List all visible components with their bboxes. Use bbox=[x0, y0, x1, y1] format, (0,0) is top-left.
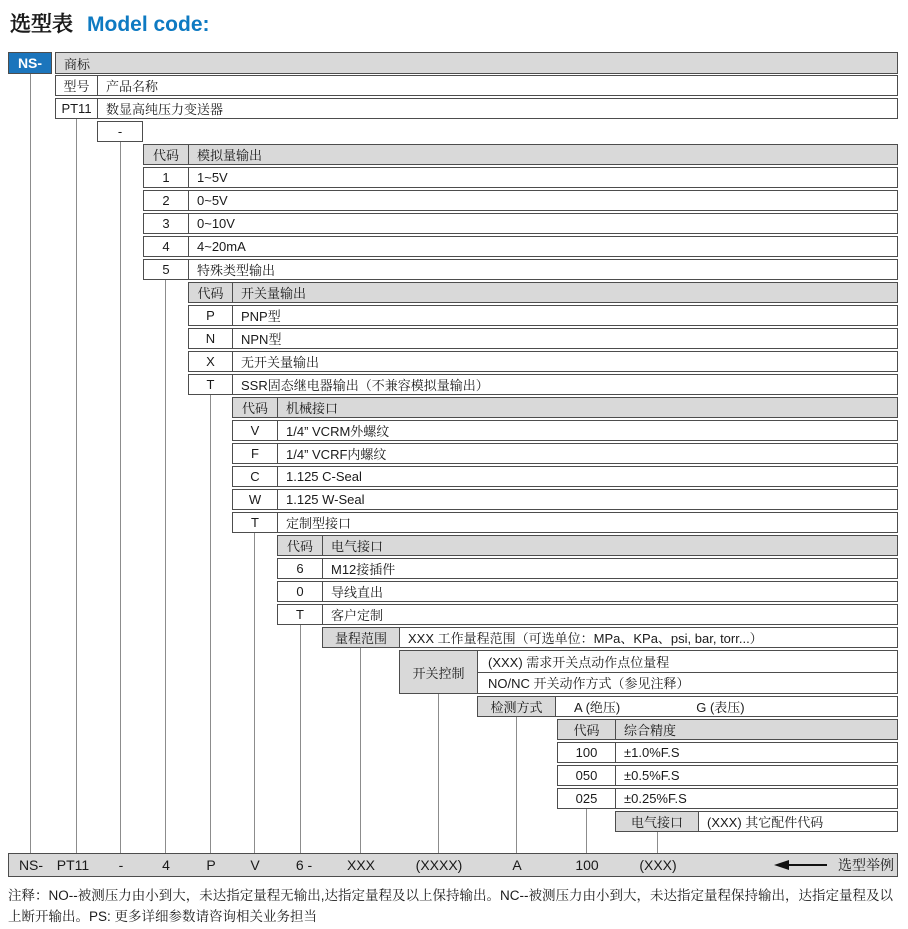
example-item: 4 bbox=[162, 857, 170, 873]
switch-output-row bbox=[188, 351, 898, 372]
analog-row bbox=[143, 213, 898, 234]
accessory-desc: (XXX) 其它配件代码 bbox=[707, 815, 824, 830]
example-row bbox=[8, 853, 898, 877]
detection-option-gauge: G (表压) bbox=[696, 700, 745, 715]
analog-label: 0~5V bbox=[197, 193, 228, 208]
range-label: 量程范围 bbox=[323, 628, 400, 647]
example-item: 100 bbox=[575, 857, 599, 873]
connector-line-mechanical bbox=[254, 533, 255, 853]
accuracy-label: ±1.0%F.S bbox=[624, 745, 680, 760]
mechanical-label: 1.125 W-Seal bbox=[286, 492, 365, 507]
accuracy-code: 050 bbox=[558, 766, 616, 785]
electrical-label: M12接插件 bbox=[331, 562, 396, 577]
example-item: NS- bbox=[18, 857, 44, 873]
switch-control-label: 开关控制 bbox=[400, 651, 478, 693]
connector-line-prefix bbox=[30, 74, 31, 853]
connector-line-switch-output bbox=[210, 395, 211, 853]
connector-line-separator bbox=[120, 142, 121, 853]
switch-output-label: SSR固态继电器输出（不兼容模拟量输出） bbox=[241, 378, 489, 393]
analog-label: 0~10V bbox=[197, 216, 235, 231]
switch-output-header-row bbox=[188, 282, 898, 303]
page-title bbox=[10, 8, 210, 38]
mechanical-label: 1/4” VCRM外螺纹 bbox=[286, 424, 390, 439]
analog-row bbox=[143, 190, 898, 211]
example-item: (XXXX) bbox=[415, 857, 463, 873]
analog-header-label: 模拟量输出 bbox=[197, 148, 263, 163]
page-title-zh: 选型表 bbox=[10, 13, 73, 36]
model-header-code: 型号 bbox=[56, 76, 98, 95]
switch-output-label: NPN型 bbox=[241, 332, 282, 347]
electrical-row bbox=[277, 581, 898, 602]
switch-output-row bbox=[188, 328, 898, 349]
example-item: A bbox=[512, 857, 522, 873]
electrical-header-code: 代码 bbox=[278, 536, 323, 555]
switch-output-code: T bbox=[189, 375, 233, 394]
electrical-code: T bbox=[278, 605, 323, 624]
accuracy-row bbox=[557, 765, 898, 786]
analog-code: 2 bbox=[144, 191, 189, 210]
mechanical-row bbox=[232, 466, 898, 487]
prefix-cell: NS- bbox=[8, 52, 52, 74]
electrical-header-row bbox=[277, 535, 898, 556]
separator-cell bbox=[97, 121, 143, 142]
accuracy-row bbox=[557, 742, 898, 763]
switch-control-row2: NO/NC 开关动作方式（参见注释） bbox=[488, 676, 690, 692]
mechanical-code: V bbox=[233, 421, 278, 440]
mechanical-code: C bbox=[233, 467, 278, 486]
range-row bbox=[322, 627, 898, 648]
accuracy-label: ±0.5%F.S bbox=[624, 768, 680, 783]
mechanical-code: T bbox=[233, 513, 278, 532]
switch-output-header-label: 开关量输出 bbox=[241, 286, 307, 301]
accuracy-label: ±0.25%F.S bbox=[624, 791, 687, 806]
separator-text: - bbox=[117, 124, 123, 139]
page-title-en: Model code: bbox=[87, 13, 210, 36]
detection-label: 检测方式 bbox=[478, 697, 556, 716]
example-item: (XXX) bbox=[639, 857, 677, 873]
example-item: PT11 bbox=[56, 857, 90, 873]
accuracy-header-code: 代码 bbox=[558, 720, 616, 739]
analog-code: 4 bbox=[144, 237, 189, 256]
electrical-header-label: 电气接口 bbox=[331, 539, 384, 554]
connector-line-electrical bbox=[300, 625, 301, 853]
analog-row bbox=[143, 236, 898, 257]
analog-label: 4~20mA bbox=[197, 239, 246, 254]
switch-output-code: N bbox=[189, 329, 233, 348]
switch-output-label: PNP型 bbox=[241, 309, 281, 324]
switch-output-code: P bbox=[189, 306, 233, 325]
connector-line-range bbox=[360, 648, 361, 853]
brand-label: 商标 bbox=[64, 56, 91, 72]
example-item: 6 - bbox=[295, 857, 313, 873]
electrical-label: 导线直出 bbox=[331, 585, 384, 600]
example-item: V bbox=[250, 857, 260, 873]
switch-control-block bbox=[399, 650, 898, 694]
detection-row bbox=[477, 696, 898, 717]
electrical-row bbox=[277, 558, 898, 579]
analog-code: 5 bbox=[144, 260, 189, 279]
electrical-code: 0 bbox=[278, 582, 323, 601]
model-name: 数显高纯压力变送器 bbox=[106, 102, 224, 117]
model-value-row bbox=[55, 98, 898, 119]
model-code: PT11 bbox=[56, 99, 98, 118]
connector-line-accessory bbox=[657, 832, 658, 853]
mechanical-header-code: 代码 bbox=[233, 398, 278, 417]
mechanical-label: 定制型接口 bbox=[286, 516, 352, 531]
accuracy-code: 100 bbox=[558, 743, 616, 762]
mechanical-header-label: 机械接口 bbox=[286, 401, 339, 416]
brand-row bbox=[55, 52, 898, 74]
mechanical-header-row bbox=[232, 397, 898, 418]
connector-line-model bbox=[76, 119, 77, 853]
switch-output-row bbox=[188, 305, 898, 326]
switch-output-code: X bbox=[189, 352, 233, 371]
analog-code: 3 bbox=[144, 214, 189, 233]
analog-header-row bbox=[143, 144, 898, 165]
mechanical-code: F bbox=[233, 444, 278, 463]
analog-header-code: 代码 bbox=[144, 145, 189, 164]
analog-label: 1~5V bbox=[197, 170, 228, 185]
connector-line-switch-control bbox=[438, 694, 439, 853]
mechanical-row bbox=[232, 420, 898, 441]
connector-line-accuracy bbox=[586, 809, 587, 853]
footnote: 注释：NO--被测压力由小到大，未达指定量程无输出,达指定量程及以上保持输出。NC--被测压力由小到大，未达指定量程保持输出，达指定量程及以上断开输出。PS: 更多详细参数请咨询相关业务担当 bbox=[8, 888, 893, 924]
accuracy-code: 025 bbox=[558, 789, 616, 808]
electrical-row bbox=[277, 604, 898, 625]
switch-output-header-code: 代码 bbox=[189, 283, 233, 302]
accuracy-row bbox=[557, 788, 898, 809]
analog-row bbox=[143, 259, 898, 280]
detection-option-absolute: A (绝压) bbox=[574, 700, 621, 715]
example-caption: 选型举例 bbox=[838, 857, 894, 873]
mechanical-row bbox=[232, 443, 898, 464]
switch-control-row1: (XXX) 需求开关点动作点位量程 bbox=[478, 651, 897, 673]
mechanical-code: W bbox=[233, 490, 278, 509]
switch-output-row bbox=[188, 374, 898, 395]
model-header-name: 产品名称 bbox=[106, 79, 159, 94]
range-desc: XXX 工作量程范围（可选单位：MPa、KPa、psi, bar, torr...） bbox=[408, 631, 763, 646]
connector-line-analog bbox=[165, 280, 166, 853]
switch-output-label: 无开关量输出 bbox=[241, 355, 320, 370]
mechanical-label: 1/4” VCRF内螺纹 bbox=[286, 447, 387, 462]
accuracy-header-row bbox=[557, 719, 898, 740]
mechanical-label: 1.125 C-Seal bbox=[286, 469, 362, 484]
connector-line-detection bbox=[516, 717, 517, 853]
accessory-label: 电气接口 bbox=[616, 812, 699, 831]
analog-row bbox=[143, 167, 898, 188]
accuracy-header-label: 综合精度 bbox=[624, 723, 677, 738]
analog-label: 特殊类型输出 bbox=[197, 263, 276, 278]
example-item: P bbox=[206, 857, 216, 873]
example-item: - bbox=[118, 857, 124, 873]
electrical-code: 6 bbox=[278, 559, 323, 578]
left-arrow-icon bbox=[774, 854, 827, 876]
example-item: XXX bbox=[346, 857, 376, 873]
analog-code: 1 bbox=[144, 168, 189, 187]
electrical-label: 客户定制 bbox=[331, 608, 384, 623]
mechanical-row bbox=[232, 512, 898, 533]
model-header-row bbox=[55, 75, 898, 96]
accessory-row bbox=[615, 811, 898, 832]
mechanical-row bbox=[232, 489, 898, 510]
